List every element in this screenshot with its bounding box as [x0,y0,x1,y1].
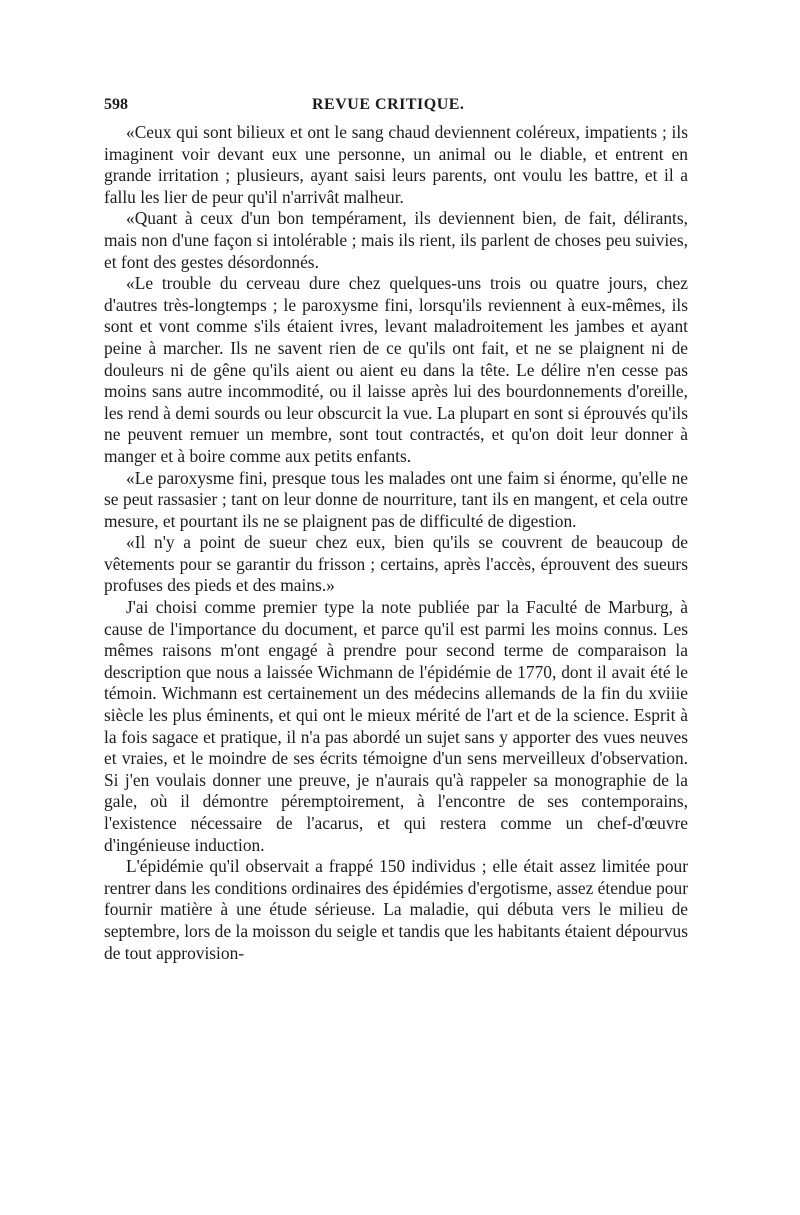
page-number: 598 [104,96,128,113]
paragraph: «Ceux qui sont bilieux et ont le sang chaud deviennent coléreux, impatients ; ils imaginent voir devant eux une personne, un animal ou le diable, et entrent en grande irritation ; plusieurs, ayant saisi leurs parents, ont voulu les battre, et il a fallu les lier de peur qu'il n'arrivât malheur. [104,122,688,207]
paragraph: «Il n'y a point de sueur chez eux, bien qu'ils se couvrent de beaucoup de vêtements pour se garantir du frisson ; certains, après l'accès, éprouvent des sueurs profuses des pieds et des mains.» [104,532,688,596]
paragraph: «Le paroxysme fini, presque tous les malades ont une faim si énorme, qu'elle ne se peut rassasier ; tant on leur donne de nourriture, tant ils en mangent, et cela outre mesure, et pourtant ils ne se plaignent pas de difficulté de digestion. [104,467,688,531]
document-page [104,96,688,964]
paragraph: «Le trouble du cerveau dure chez quelques-uns trois ou quatre jours, chez d'autres très-longtemps ; le paroxysme fini, lorsqu'ils reviennent à eux-mêmes, ils sont et vont comme s'ils étaient ivres, levant maladroitement les jambes et ayant peine à marcher. Ils ne savent rien de ce qu'ils ont fait, et ne se plaignent ni de douleurs ni de gêne qu'ils aient ou aient eu dans la tête. Le délire n'en cesse pas moins sans autre incommodité, ou il laisse après lui des bourdonnements d'oreille, les rend à demi sourds ou leur obscurcit la vue. La plupart en sont si éprouvés qu'ils ne peuvent remuer un membre, sont tout contractés, et qu'on doit leur donner à manger et à boire comme aux petits enfants. [104,273,688,466]
running-title: REVUE CRITIQUE. [312,96,465,113]
paragraph: «Quant à ceux d'un bon tempérament, ils deviennent bien, de fait, délirants, mais non d'une façon si intolérable ; mais ils rient, ils parlent de choses peu suivies, et font des gestes désordonnés. [104,208,688,272]
paragraph: J'ai choisi comme premier type la note publiée par la Faculté de Marburg, à cause de l'importance du document, et parce qu'il est parmi les moins connus. Les mêmes raisons m'ont engagé à prendre pour second terme de comparaison la description que nous a laissée Wichmann de l'épidémie de 1770, dont il avait été le témoin. Wichmann est certainement un des médecins allemands de la fin du xviiie siècle les plus éminents, et qui ont le mieux mérité de l'art et de la science. Esprit à la fois sagace et pratique, il n'a pas abordé un sujet sans y apporter des vues neuves et vraies, et le moindre de ses écrits témoigne d'un sens merveilleux d'observation. Si j'en voulais donner une preuve, je n'aurais qu'à rappeler sa monographie de la gale, où il démontre péremptoirement, à l'encontre de ses contemporains, l'existence nécessaire de l'acarus, et qui restera comme un chef-d'œuvre d'ingénieuse induction. [104,597,688,855]
running-header [104,96,688,120]
paragraph: L'épidémie qu'il observait a frappé 150 individus ; elle était assez limitée pour rentrer dans les conditions ordinaires des épidémies d'ergotisme, assez étendue pour fournir matière à une étude sérieuse. La maladie, qui débuta vers le milieu de septembre, lors de la moisson du seigle et tandis que les habitants étaient dépourvus de tout approvision- [104,856,688,963]
